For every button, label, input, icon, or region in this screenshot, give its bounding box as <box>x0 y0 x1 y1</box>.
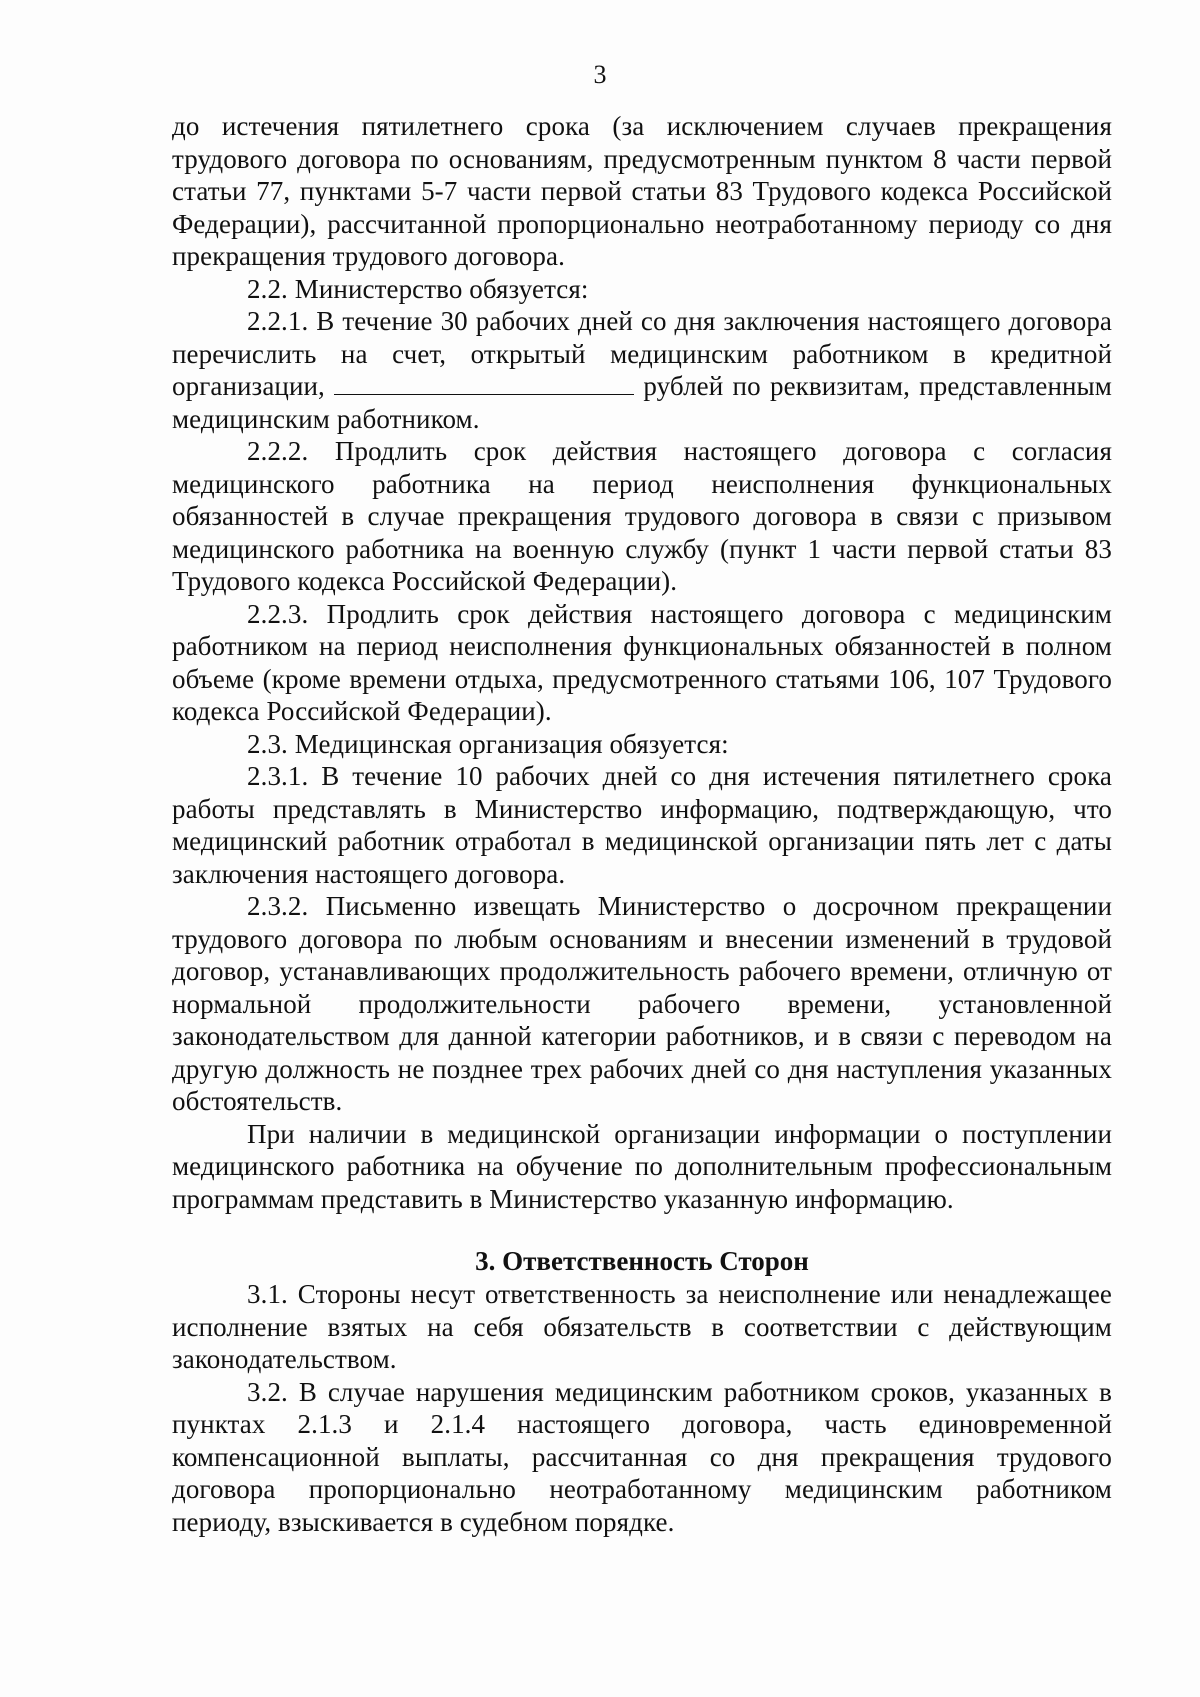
clause-2-2-2: 2.2.2. Продлить срок действия настоящего договора с согласия медицинского работника на период неисполнения функциональных обязанностей в случае прекращения трудового договора в связи с призывом медицинского работника на военную службу (пункт 1 части первой статьи 83 Трудового кодекса Российской Федерации). <box>172 436 1112 596</box>
clause-2-2-1-text-after: рублей по реквизитам, представленным медицинским работником. <box>172 371 1112 434</box>
clause-2-3-1: 2.3.1. В течение 10 рабочих дней со дня истечения пятилетнего срока работы представлять в Министерство информацию, подтверждающую, что медицинский работник отработал в медицинской организации пять лет с даты заключения настоящего договора. <box>172 761 1112 889</box>
clause-2-2-1 <box>172 305 1112 435</box>
document-body <box>172 110 1112 1538</box>
amount-blank-line <box>334 372 634 395</box>
page-number: 3 <box>593 60 607 89</box>
clause-2-3-2: 2.3.2. Письменно извещать Министерство о досрочном прекращении трудового договора по любым основаниям и внесении изменений в трудовой договор, устанавливающих продолжительность рабочего времени, отличную от нормальной продолжительности рабочего времени, установленной законодательством для данной категории работников, и в связи с переводом на другую должность не позднее трех рабочих дней со дня наступления указанных обстоятельств. <box>172 891 1112 1116</box>
clause-3-2: 3.2. В случае нарушения медицинским работником сроков, указанных в пунктах 2.1.3 и 2.1.4 настоящего договора, часть единовременной компенсационной выплаты, рассчитанная со дня прекращения трудового договора пропорционально неотработанному медицинским работником периоду, взыскивается в судебном порядке. <box>172 1376 1112 1537</box>
clause-2-3: 2.3. Медицинская организация обязуется: <box>247 728 729 759</box>
clause-2-2: 2.2. Министерство обязуется: <box>247 273 589 304</box>
clause-2-2-1-text-before: 2.2.1. В течение 30 рабочих дней со дня заключения настоящего договора перечислить на счет, открытый медицинским работником в кредитной организации, <box>172 306 1112 401</box>
section-3-heading: 3. Ответственность Сторон <box>475 1246 809 1276</box>
clause-3-1: 3.1. Стороны несут ответственность за неисполнение или ненадлежащее исполнение взятых на себя обязательств в соответствии с действующим законодательством. <box>172 1279 1112 1374</box>
clause-2-2-3: 2.2.3. Продлить срок действия настоящего договора с медицинским работником на период неисполнения функциональных обязанностей в полном объеме (кроме времени отдыха, предусмотренного статьями 106, 107 Трудового кодекса Российской Федерации). <box>172 598 1112 726</box>
paragraph-training-info: При наличии в медицинской организации информации о поступлении медицинского работника на обучение по дополнительным профессиональным программам представить в Министерство указанную информацию. <box>172 1118 1112 1214</box>
paragraph-continuation: до истечения пятилетнего срока (за исключением случаев прекращения трудового договора по основаниям, предусмотренным пунктом 8 части первой статьи 77, пунктами 5-7 части первой статьи 83 Трудового кодекса Российской Федерации), рассчитанной пропорционально неотработанному периоду со дня прекращения трудового договора. <box>172 111 1112 271</box>
